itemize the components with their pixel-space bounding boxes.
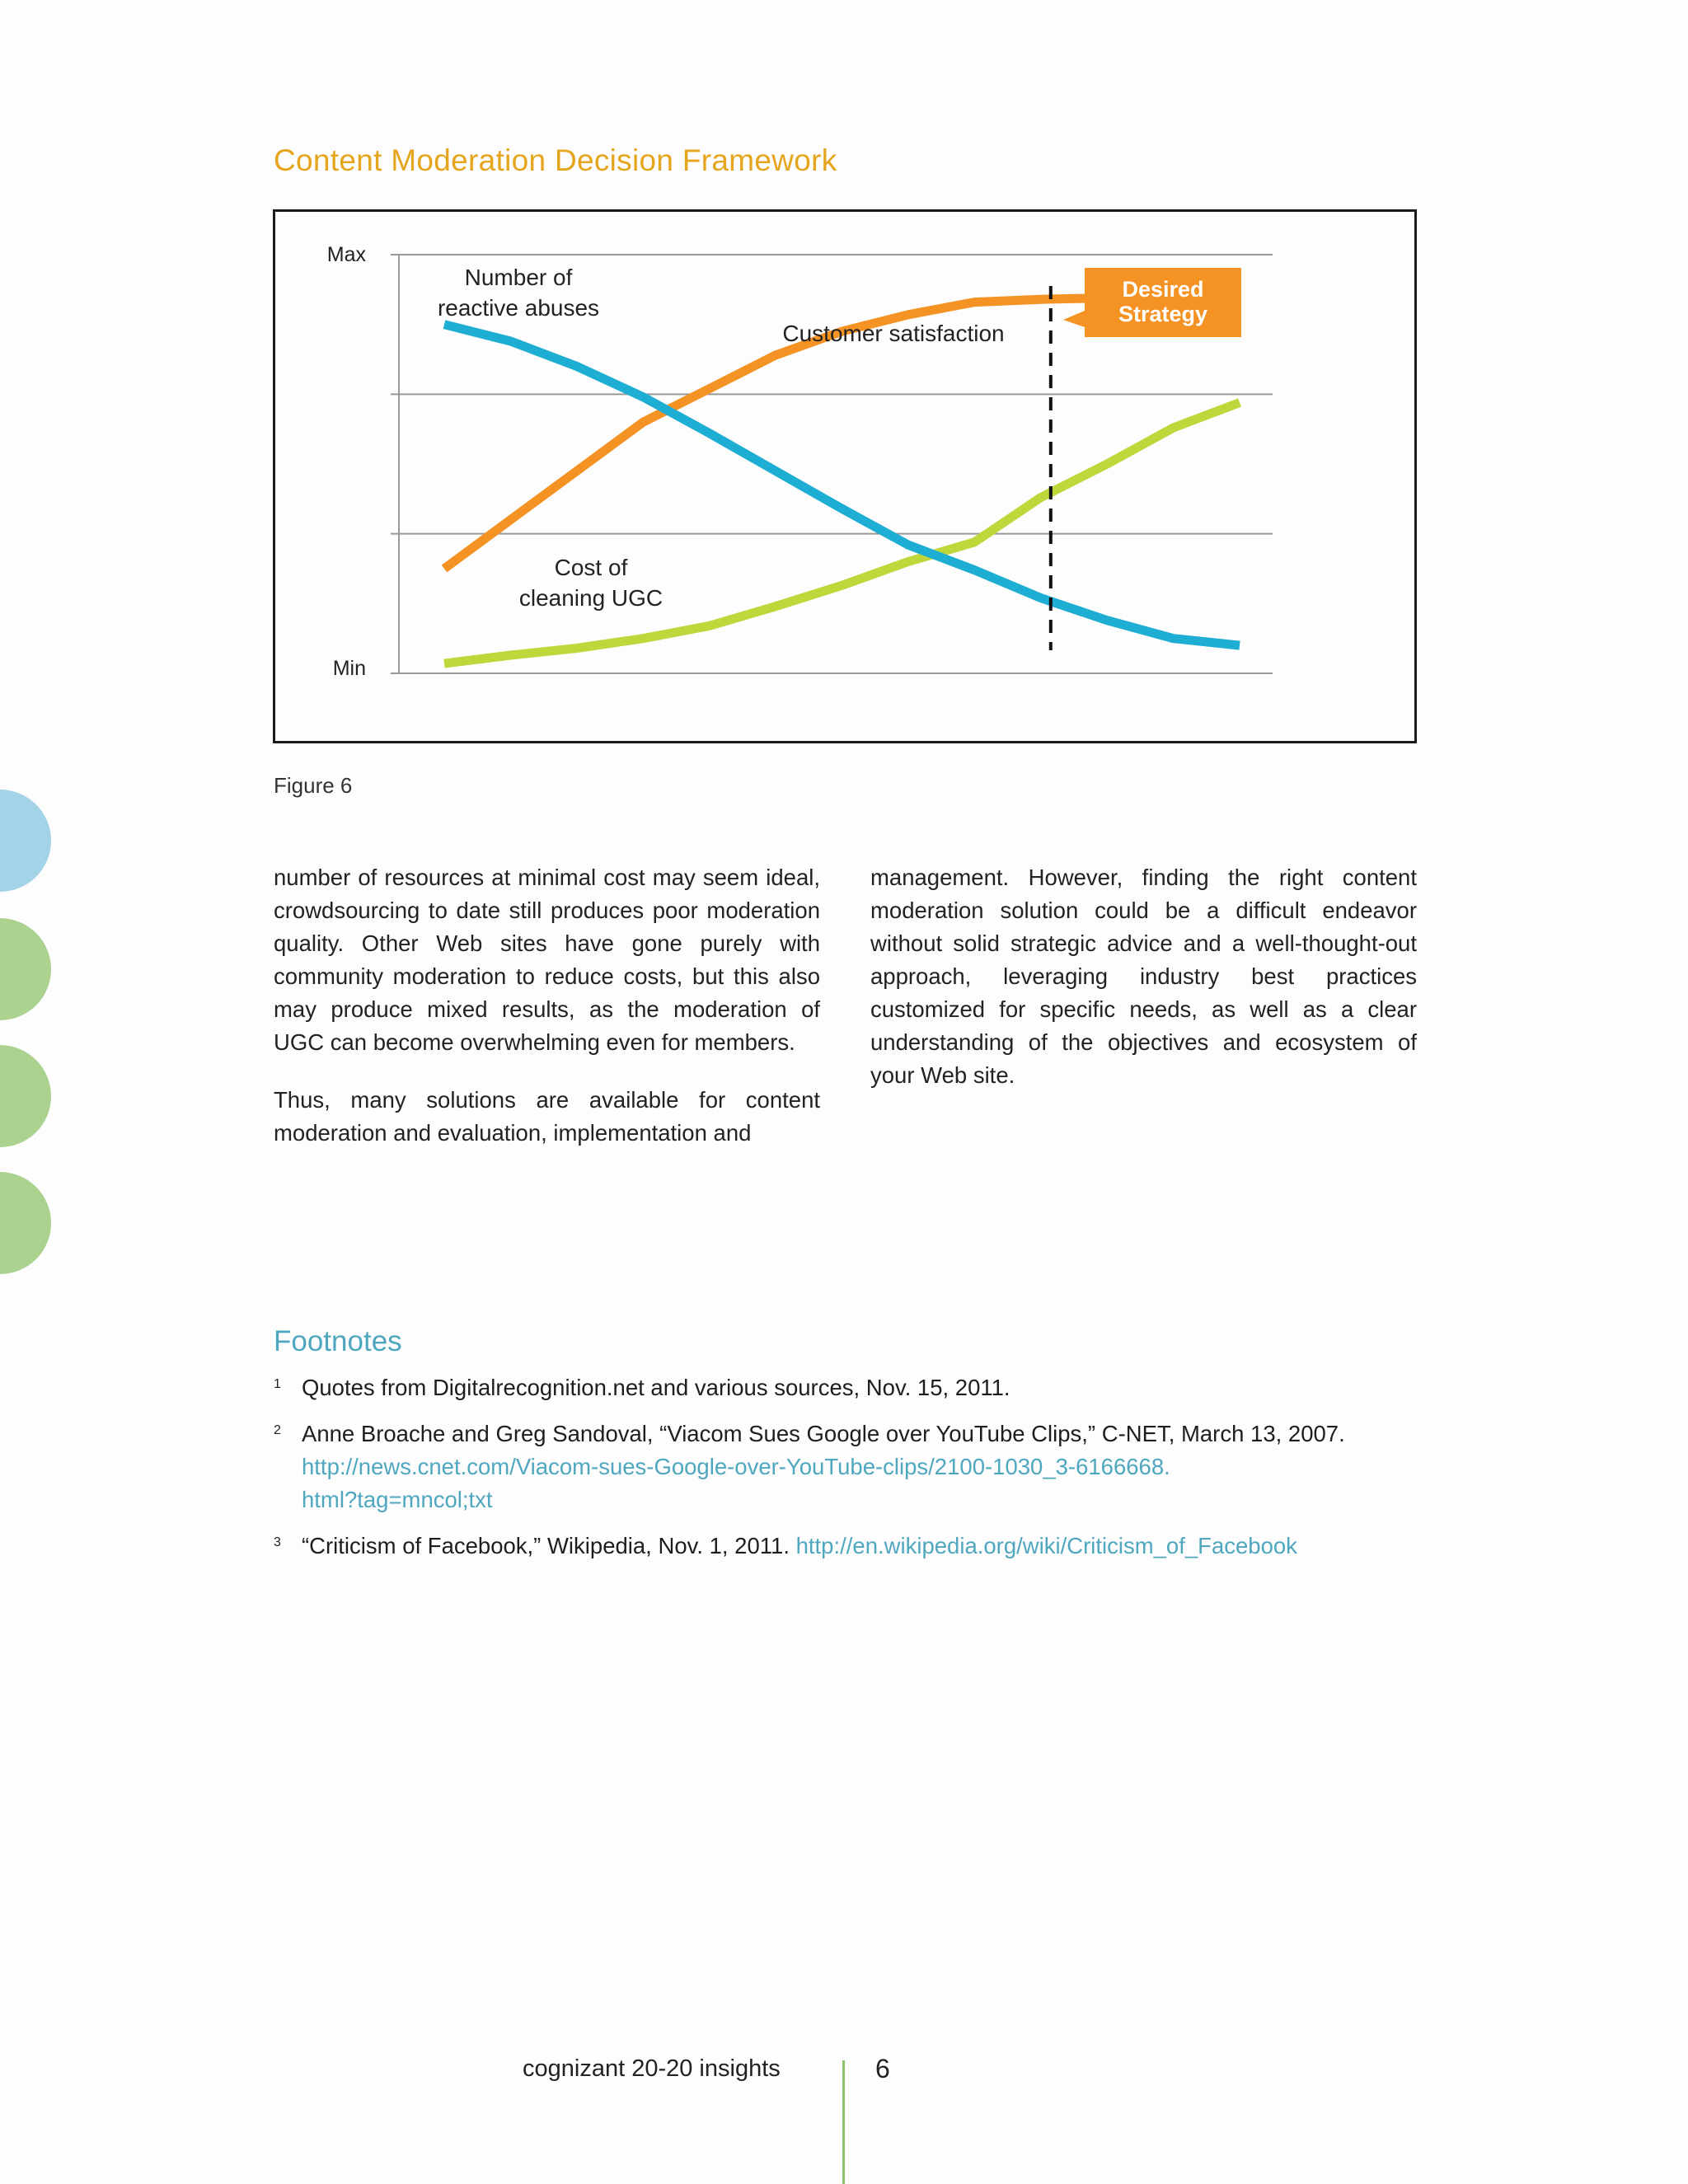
decor-dot-green-1 — [0, 918, 51, 1020]
footer-divider — [842, 2060, 845, 2184]
y-axis-min-label: Min — [332, 657, 366, 680]
body-paragraph: Thus, many solutions are available for content moderation and evaluation, implementation and — [274, 1087, 820, 1146]
body-column-left — [274, 861, 820, 1174]
chart — [275, 212, 1414, 741]
series-label-0: Number of — [464, 265, 573, 290]
footnote-1 — [274, 1371, 1428, 1404]
footnote-text-wrap — [302, 1530, 1428, 1563]
footer-brand: cognizant 20-20 insights — [523, 2055, 781, 2082]
footnote-link[interactable]: html?tag=mncol;txt — [302, 1487, 493, 1512]
footnote-text: Quotes from Digitalrecognition.net and various sources, Nov. 15, 2011. — [302, 1375, 1010, 1400]
body-paragraph: management. However, finding the right content moderation solution could be a difficult endeavor without solid strategic advice and a well-thought-out approach, leveraging industry best practices customized for specific needs, as well as a clear understanding of the objectives and ecosystem of your Web site. — [870, 865, 1417, 1088]
decor-dot-green-3 — [0, 1172, 51, 1274]
figure-caption: Figure 6 — [274, 773, 353, 798]
series-label-0: reactive abuses — [437, 295, 600, 321]
series-label-2: cleaning UGC — [518, 585, 663, 611]
footnote-link[interactable]: http://news.cnet.com/Viacom-sues-Google-over-YouTube-clips/2100-1030_3-6166668. — [302, 1454, 1170, 1479]
body-paragraph: number of resources at minimal cost may seem ideal, crowdsourcing to date still produces poor moderation quality. Other Web sites have gone purely with community moderation to reduce costs, but this also may produce mixed results, as the moderation of UGC can become overwhelming even for members. — [274, 865, 820, 1055]
footnote-number: 3 — [274, 1535, 281, 1549]
desired-strategy-label: Desired — [1122, 277, 1204, 302]
footnotes-heading: Footnotes — [274, 1325, 402, 1357]
body-column-right — [870, 861, 1417, 1117]
desired-strategy-label: Strategy — [1118, 302, 1208, 326]
desired-strategy-pointer — [1063, 311, 1085, 327]
footnote-text: “Criticism of Facebook,” Wikipedia, Nov. 1, 2011. — [302, 1533, 790, 1558]
y-axis-max-label: Max — [326, 243, 366, 266]
decor-dot-blue — [0, 790, 51, 892]
footnote-text: Anne Broache and Greg Sandoval, “Viacom Sues Google over YouTube Clips,” C-NET, March 13, 2007. — [302, 1421, 1345, 1446]
series-label-1: Customer satisfaction — [782, 321, 1005, 346]
footnote-number: 1 — [274, 1377, 281, 1391]
series-label-2: Cost of — [554, 555, 628, 580]
footnote-number: 2 — [274, 1423, 281, 1437]
footnote-3 — [274, 1530, 1428, 1563]
decor-dot-green-2 — [0, 1045, 51, 1147]
figure-frame — [273, 209, 1417, 743]
page-number: 6 — [875, 2054, 890, 2083]
page-title: Content Moderation Decision Framework — [274, 143, 837, 177]
footnote-link[interactable]: http://en.wikipedia.org/wiki/Criticism_of_Facebook — [795, 1533, 1297, 1558]
footnote-2 — [274, 1418, 1428, 1516]
